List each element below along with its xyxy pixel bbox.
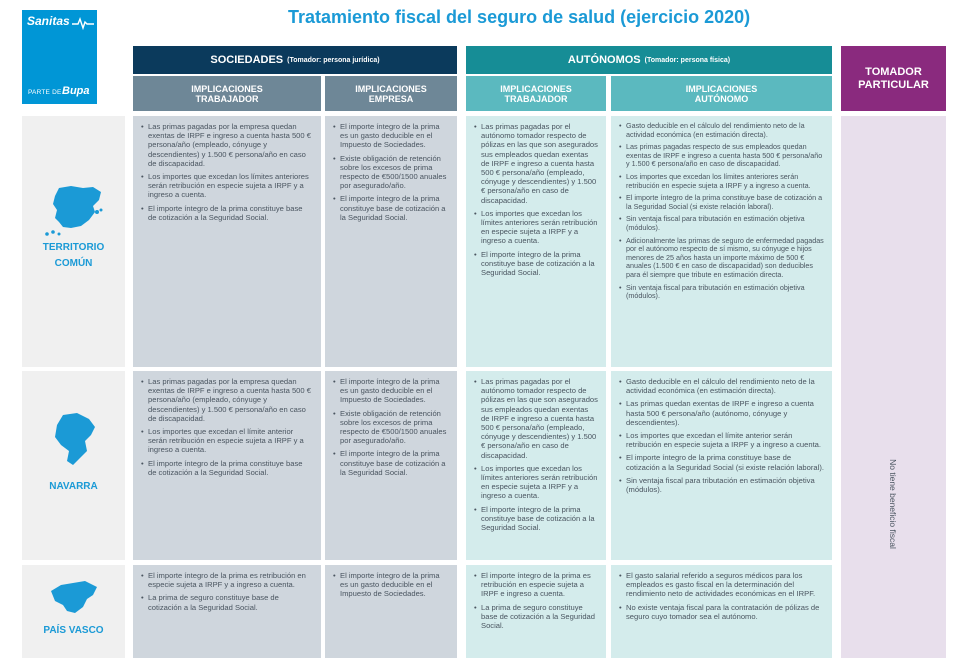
cell-vasco-aut-autonomo (611, 565, 832, 658)
bullet-text: • Adicionalmente las primas de seguro de enfermedad pagadas por el autónomo respecto de sí mismo, su cónyuge e hijos menores de 25 años hasta un importe máximo de 500 € anuales (1.500 € en caso de discapacidad) son deducibles para él siempre que tribute en estimación directa. (619, 237, 824, 280)
logo-parte-de: PARTE DE (28, 89, 62, 96)
bullet-text: • El importe íntegro de la prima constituye base de cotización a la Seguridad Social. (141, 459, 313, 477)
row-territorio-comun (22, 116, 125, 367)
cell-vasco-aut-trabajador (466, 565, 606, 658)
subheader-aut-autonomo (611, 76, 832, 111)
bullet-text: • El importe íntegro de la prima es un gasto deducible en el Impuesto de Sociedades. (333, 571, 449, 599)
subheader-line: TRABAJADOR (195, 93, 259, 104)
bullet-text: • Gasto deducible en el cálculo del rendimiento neto de la actividad económica (en estimación directa). (619, 122, 824, 139)
cell-navarra-soc-trabajador (133, 371, 321, 560)
row-label-line: TERRITORIO (42, 242, 105, 253)
spain-map-icon (41, 182, 107, 240)
subheader-line: IMPLICACIONES (191, 83, 263, 94)
bullet-text: • El importe íntegro de la prima constituye base de cotización a la Seguridad Social (si existe relación laboral). (619, 194, 824, 211)
cell-navarra-aut-autonomo (611, 371, 832, 560)
header-tomador-line2: PARTICULAR (858, 78, 929, 91)
row-label-line: NAVARRA (49, 481, 98, 492)
bullet-text: • El importe íntegro de la prima es un gasto deducible en el Impuesto de Sociedades. (333, 377, 449, 405)
bullet-text: • Los importes que excedan el límite anterior serán retribución en especie sujeta a IRPF y a ingreso a cuenta. (619, 431, 824, 449)
bullet-text: • Los importes que excedan los límites anteriores serán retribución en especie sujeta a IRPF y a ingreso a cuenta. (619, 173, 824, 190)
cell-navarra-aut-trabajador (466, 371, 606, 560)
subheader-soc-empresa (325, 76, 457, 111)
cell-comun-aut-trabajador (466, 116, 606, 367)
bullet-text: • Los importes que excedan los límites anteriores serán retribución en especie sujeta a IRPF y a ingreso a cuenta. (141, 172, 313, 200)
bullet-text: • Sin ventaja fiscal para tributación en estimación objetiva (módulos). (619, 215, 824, 232)
bullet-text: • Las primas quedan exentas de IRPF e ingreso a cuenta hasta 500 € persona/año (autónomo, cónyuge y descendientes). (619, 399, 824, 427)
bullet-text: • Las primas pagadas por el autónomo tomador respecto de pólizas en las que son asegurados sus empleados quedan exentas de IRPF e ingreso a cuenta hasta 500 € persona/año (empleado, cónyuge y descendientes) y 1.500 € persona/año en caso de discapacidad. (474, 377, 598, 460)
bullet-text: • El importe íntegro de la prima es retribución en especie sujeta a IRPF y a ingreso a cuenta. (141, 571, 313, 589)
bullet-text: • Sin ventaja fiscal para tributación en estimación objetiva (módulos). (619, 476, 824, 494)
tomador-particular-column (841, 116, 946, 658)
bullet-text: • El importe íntegro de la prima es un gasto deducible en el Impuesto de Sociedades. (333, 122, 449, 150)
bullet-text: • Las primas pagadas por la empresa quedan exentas de IRPF e ingreso a cuenta hasta 500 € persona/año (empleado, cónyuge y descendientes) y 1.500 € persona/año en caso de discapacidad. (141, 377, 313, 423)
pais-vasco-map-icon (47, 577, 101, 619)
logo-bupa: Bupa (62, 85, 90, 97)
bullet-text: • Existe obligación de retención sobre los excesos de prima respecto de €500/1500 anuales por asegurado/año. (333, 154, 449, 191)
subheader-line: IMPLICACIONES (355, 83, 427, 94)
bullet-text: • El importe íntegro de la prima constituye base de cotización a la Seguridad Social. (141, 204, 313, 222)
logo-brand: Sanitas (27, 14, 70, 28)
bullet-text: • No existe ventaja fiscal para la contratación de pólizas de seguro cuyo tomador sea el autónomo. (619, 603, 824, 621)
bullet-text: • Existe obligación de retención sobre los excesos de prima respecto de €500/1500 anuales por asegurado/año. (333, 409, 449, 446)
bullet-text: • Las primas pagadas respecto de sus empleados quedan exentas de IRPF e ingreso a cuenta hasta 500 € persona/año y 1.500 € persona/año en caso de discapacidad. (619, 143, 824, 169)
bullet-text: • Las primas pagadas por la empresa quedan exentas de IRPF e ingreso a cuenta hasta 500 € persona/año (empleado, cónyuge y descendientes) y 1.500 € persona/año en caso de discapacidad. (141, 122, 313, 168)
header-autonomos-sub: (Tomador: persona física) (644, 56, 731, 64)
bullet-text: • Los importes que excedan el límite anterior serán retribución en especie sujeta a IRPF y a ingreso a cuenta. (141, 427, 313, 455)
subheader-line: IMPLICACIONES (500, 83, 572, 94)
bullet-text: • El importe íntegro de la prima constituye base de cotización a la Seguridad Social. (333, 194, 449, 222)
cell-vasco-soc-trabajador (133, 565, 321, 658)
row-pais-vasco (22, 565, 125, 658)
bullet-text: • La prima de seguro constituye base de cotización a la Seguridad Social. (141, 593, 313, 611)
bullet-text: • El importe íntegro de la prima constituye base de cotización a la Seguridad Social. (333, 449, 449, 477)
bullet-text: • Sin ventaja fiscal para tributación en estimación objetiva (módulos). (619, 284, 824, 301)
subheader-line: EMPRESA (368, 93, 414, 104)
bullet-text: • El importe íntegro de la prima es retribución en especie sujeta a IRPF e ingreso a cuenta. (474, 571, 598, 599)
subheader-aut-trabajador (466, 76, 606, 111)
bullet-text: • El gasto salarial referido a seguros médicos para los empleados es gasto fiscal en la determinación del rendimiento neto de actividades económicas en el IRPF. (619, 571, 824, 599)
header-tomador-particular (841, 46, 946, 111)
header-autonomos-label: AUTÓNOMOS (567, 54, 641, 66)
subheader-line: AUTÓNOMO (694, 93, 749, 104)
cell-navarra-soc-empresa (325, 371, 457, 560)
header-tomador-line1: TOMADOR (865, 65, 922, 78)
bullet-text: • Los importes que excedan los límites anteriores serán retribución en especie sujeta a IRPF y a ingreso a cuenta. (474, 464, 598, 501)
cell-vasco-soc-empresa (325, 565, 457, 658)
subheader-soc-trabajador (133, 76, 321, 111)
tomador-no-beneficio-text: No tiene beneficio fiscal (888, 459, 898, 549)
row-navarra (22, 371, 125, 560)
header-sociedades (133, 46, 457, 74)
row-label-line: COMÚN (54, 258, 93, 269)
header-sociedades-label: SOCIEDADES (210, 54, 284, 66)
sanitas-logo (22, 10, 97, 104)
bullet-text: • El importe íntegro de la prima constituye base de cotización a la Seguridad Social. (474, 505, 598, 533)
bullet-text: • La prima de seguro constituye base de cotización a la Seguridad Social. (474, 603, 598, 631)
navarra-map-icon (49, 411, 99, 467)
bullet-text: • Los importes que excedan los límites anteriores serán retribución en especie sujeta a IRPF y a ingreso a cuenta. (474, 209, 598, 246)
subheader-line: TRABAJADOR (504, 93, 568, 104)
bullet-text: • El importe íntegro de la prima constituye base de cotización a la Seguridad Social (si existe relación laboral). (619, 453, 824, 471)
page-title: Tratamiento fiscal del seguro de salud (ejercicio 2020) (288, 7, 751, 27)
header-sociedades-sub: (Tomador: persona jurídica) (287, 56, 380, 64)
header-autonomos (466, 46, 832, 74)
heartbeat-icon (72, 16, 94, 30)
cell-comun-aut-autonomo (611, 116, 832, 367)
row-label-line: PAÍS VASCO (43, 625, 104, 636)
bullet-text: • Gasto deducible en el cálculo del rendimiento neto de la actividad económica (en estimación directa). (619, 377, 824, 395)
cell-comun-soc-empresa (325, 116, 457, 367)
subheader-line: IMPLICACIONES (685, 83, 758, 94)
cell-comun-soc-trabajador (133, 116, 321, 367)
bullet-text: • El importe íntegro de la prima constituye base de cotización a la Seguridad Social. (474, 250, 598, 278)
bullet-text: • Las primas pagadas por el autónomo tomador respecto de pólizas en las que son asegurados sus empleados quedan exentas de IRPF e ingreso a cuenta hasta 500 € persona/año (empleado, cónyuge y descendientes) y 1.500 € persona/año en caso de discapacidad. (474, 122, 598, 205)
